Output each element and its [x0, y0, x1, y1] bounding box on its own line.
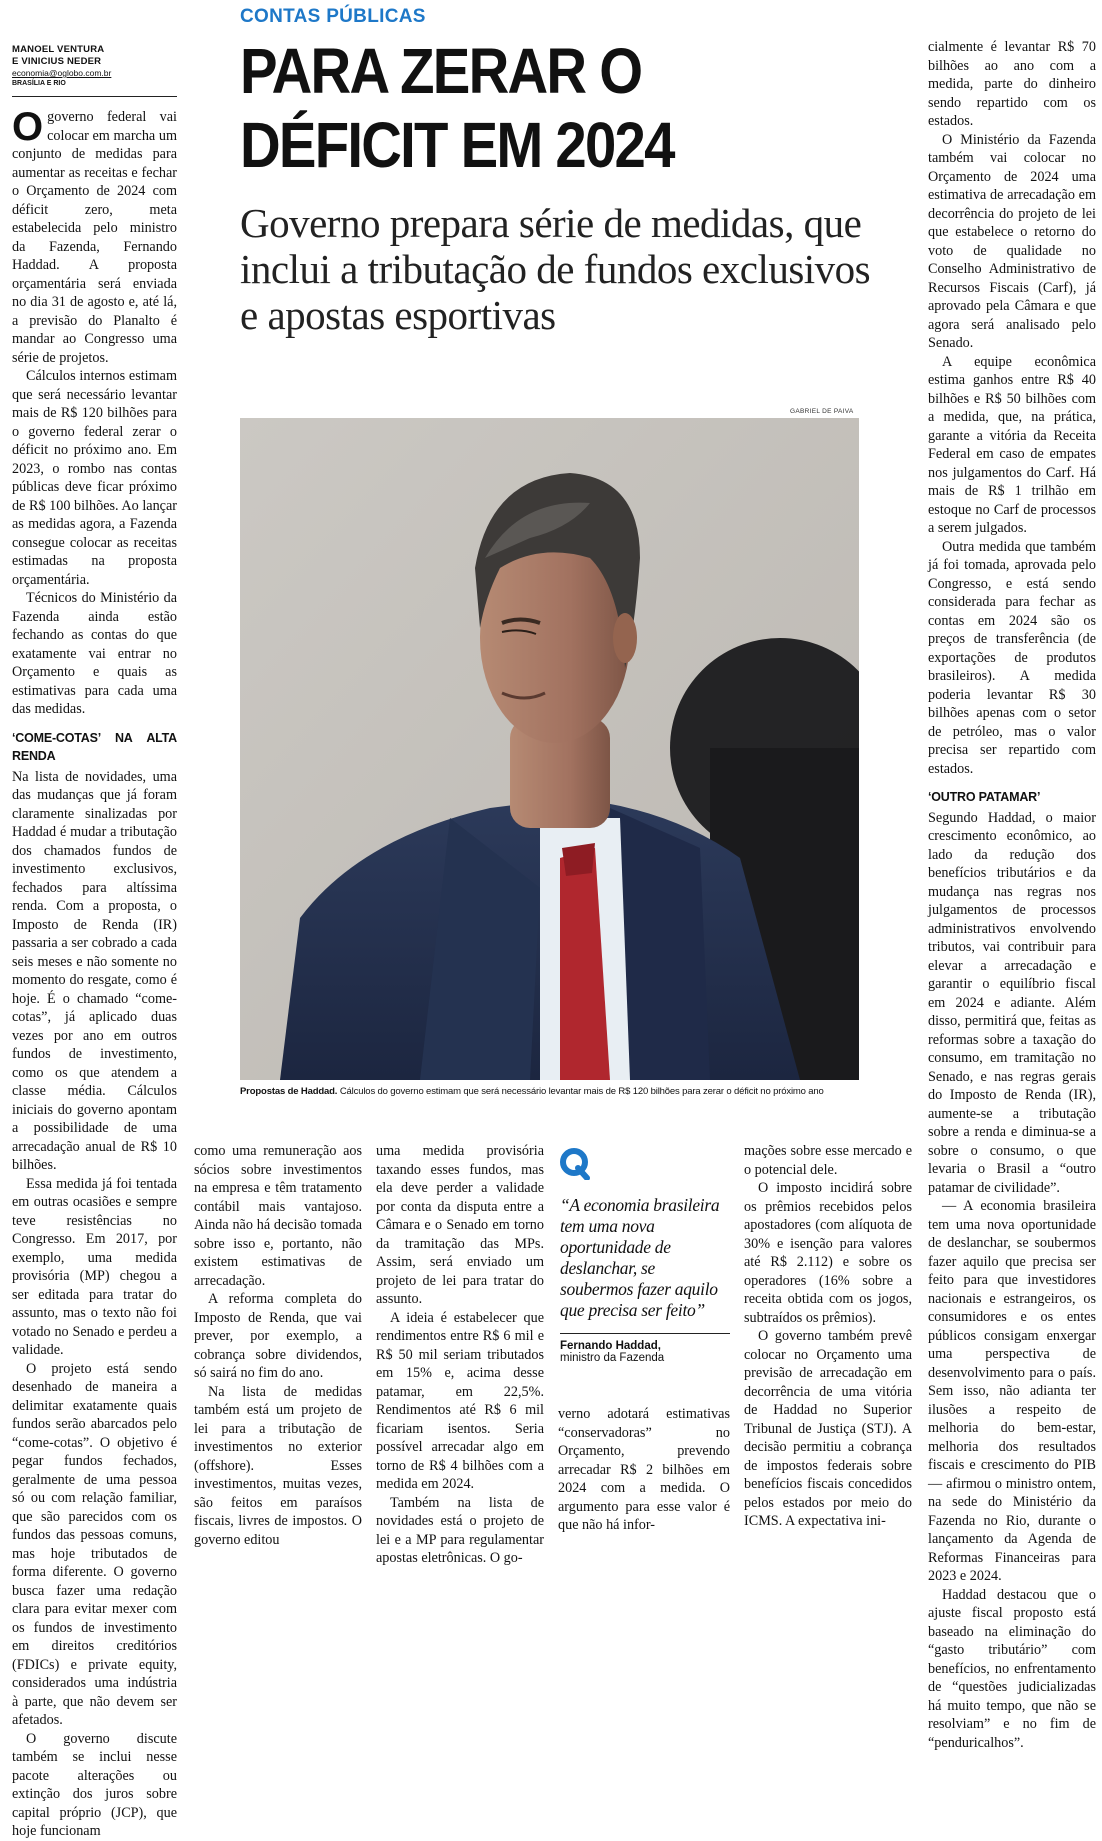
- article-column-1: [12, 105, 177, 1841]
- article-column-3: [376, 1142, 544, 1568]
- article-column-6: [928, 38, 1096, 1752]
- paragraph: como uma remuneração aos sócios sobre investimentos na empresa e têm tratamento contábil mais vantajoso. Ainda não há decisão tomada sobre isso e, portanto, não existem estimativas de arrecadação.: [194, 1143, 362, 1289]
- quote-text: “A economia brasileira tem uma nova oportunidade de deslanchar, se soubermos fazer aquilo que precisa ser feito”: [560, 1195, 720, 1320]
- paragraph: — A economia brasileira tem uma nova oportunidade de deslanchar, se soubermos fazer aquilo que precisa ser feito para que investidores nacionais e estrangeiros, os consumidores e os entes públicos consigam enxergar uma perspectiva de desenvolvimento para o país. Sem isso, não adianta ter ilusões a respeito de melhoria do bem-estar, melhoria dos resultados fiscais e crescimento do PIB — afirmou o ministro ontem, na sede do Ministério da Fazenda no Rio, durante o lançamento da Agenda de Reformas Financeiras para 2023 e 2024.: [928, 1198, 1096, 1584]
- section-kicker: CONTAS PÚBLICAS: [240, 6, 426, 27]
- main-photo: [240, 418, 859, 1080]
- byline-author-1: MANOEL VENTURA: [12, 44, 105, 55]
- paragraph: Essa medida já foi tentada em outras ocasiões e sempre teve resistências no Congresso. Em 2017, por exemplo, uma medida provisória (MP) chegou a ser editada para tratar do assunto, mas o texto não foi votado no Senado e perdeu a validade.: [12, 1175, 177, 1358]
- quote-icon: [560, 1148, 590, 1180]
- byline-block: [12, 44, 182, 89]
- portrait-illustration: [240, 418, 859, 1080]
- paragraph: Também na lista de novidades está o projeto de lei e a MP para regulamentar apostas eletrônicas. O go-: [376, 1494, 544, 1566]
- deck-subheadline: Governo prepara série de medidas, que inclui a tributação de fundos exclusivos e apostas esportivas: [240, 200, 871, 338]
- article-column-4: [558, 1405, 730, 1535]
- paragraph: Outra medida que também já foi tomada, aprovada pelo Congresso, e está sendo considerada para fechar as contas em 2024 são os preços de transferência (de exportações de produtos brasileiros). A medida poderia levantar R$ 30 bilhões apenas com o setor de petróleo, mas o valor precisa ser repartido com estados.: [928, 538, 1096, 777]
- quote-author-role: ministro da Fazenda: [560, 1352, 665, 1364]
- byline-divider: [12, 96, 177, 97]
- quote-divider: [560, 1333, 730, 1334]
- subheading-outro-patamar: ‘OUTRO PATAMAR’: [928, 790, 1041, 804]
- paragraph: O governo também prevê colocar no Orçamento uma previsão de arrecadação em decorrência de uma vitória de Haddad no Superior Tribunal de Justiça (STJ). A decisão permitiu a cobrança de impostos federais sobre benefícios fiscais concedidos pelos estados por meio do ICMS. A expectativa ini-: [744, 1328, 912, 1529]
- headline-line-2: DÉFICIT EM 2024: [240, 109, 674, 181]
- paragraph: Cálculos internos estimam que será necessário levantar mais de R$ 120 bilhões para o governo federal zerar o déficit no próximo ano. Em 2023, o rombo nas contas públicas deve ficar próximo de R$ 100 bilhões. Ao lançar as medidas agora, a Fazenda consegue colocar as receitas estimadas na proposta orçamentária.: [12, 368, 177, 588]
- paragraph: cialmente é levantar R$ 70 bilhões ao ano com a medida, parte do dinheiro sendo repartido com os estados.: [928, 39, 1096, 129]
- paragraph: uma medida provisória taxando esses fundos, mas ela deve perder a validade por conta da disputa entre a Câmara e o Senado em torno da tramitação das MPs. Assim, será enviado um projeto de lei para tratar do assunto.: [376, 1143, 544, 1307]
- pull-quote: [560, 1148, 730, 1364]
- paragraph: O projeto está sendo desenhado de maneira a delimitar exatamente quais fundos serão abarcados pelo “come-cotas”. O objetivo é pegar fundos fechados, geralmente de uma pessoa só ou com relação familiar, que são parecidos com os fundos das pessoas comuns, mas hoje tributados de forma diferente. O governo busca fazer uma redação clara para evitar mexer com os fundos de investimento em direitos creditórios (FDICs) e private equity, considerados uma indústria à parte, que não devem ser afetados.: [12, 1360, 177, 1728]
- article-column-5: [744, 1142, 912, 1531]
- lead-text: governo federal vai colocar em marcha um conjunto de medidas para aumentar as receitas e fechar o Orçamento de 2024 com déficit zero, meta estabelecida pelo ministro da Fazenda, Fernando Haddad. A proposta orçamentária será enviada no dia 31 de agosto e, até lá, a previsão do Planalto é mandar ao Congresso uma série de projetos.: [12, 109, 177, 366]
- article-column-2: [194, 1142, 362, 1549]
- paragraph: Técnicos do Ministério da Fazenda ainda estão fechando as contas do que exatamente vai entrar no Orçamento e quais as estimativas para cada uma das medidas.: [12, 590, 177, 717]
- paragraph: A reforma completa do Imposto de Renda, que vai prever, por exemplo, a cobrança sobre dividendos, só sairá no fim do ano.: [194, 1291, 362, 1381]
- lead-paragraph: [12, 105, 177, 367]
- drop-cap: O: [12, 105, 44, 149]
- paragraph: A equipe econômica estima ganhos entre R$ 40 bilhões e R$ 50 bilhões com a medida, que, na prática, garante a vitória da Receita Federal em caso de empates nos julgamentos do Carf. Há mais de R$ 1 trilhão em estoque no Carf de processos a serem julgados.: [928, 353, 1096, 536]
- byline-place: BRASÍLIA E RIO: [12, 80, 66, 87]
- paragraph: mações sobre esse mercado e o potencial dele.: [744, 1143, 912, 1178]
- paragraph: Haddad destacou que o ajuste fiscal proposto está baseado na eliminação do “gasto tributário” com benefícios, no enfrentamento de “questões judicializadas há muito tempo, que não se resolviam” e no fim de “penduricalhos”.: [928, 1586, 1096, 1751]
- subheading-come-cotas: ‘COME-COTAS’ NA ALTA RENDA: [12, 730, 177, 763]
- byline-author-2: E VINICIUS NEDER: [12, 56, 102, 67]
- headline-line-1: PARA ZERAR O: [240, 35, 642, 107]
- photo-credit: GABRIEL DE PAIVA: [790, 408, 854, 415]
- paragraph: verno adotará estimativas “conservadoras” no Orçamento, prevendo arrecadar R$ 2 bilhões em 2024 com a medida. O argumento para esse valor é que não há infor-: [558, 1406, 730, 1533]
- paragraph: Segundo Haddad, o maior crescimento econômico, ao lado da redução dos benefícios tributários e da mudança nas regras nos julgamentos de processos administrativos envolvendo tributos, vai contribuir para elevar a arrecadação e garantir o equilíbrio fiscal em 2024 e adiante. Além disso, permitirá que, feitas as reformas sobre a taxação do consumo, em tramitação no Senado, e nas regras gerais do Imposto de Renda (IR), aumente-se a tributação sobre a renda e diminua-se a sobre o consumo, o que levaria o Brasil a “outro patamar de civilidade”.: [928, 809, 1096, 1196]
- paragraph: O governo discute também se inclui nesse pacote alterações ou extinção dos juros sobre capital próprio (JCP), que hoje funcionam: [12, 1730, 177, 1839]
- paragraph: O Ministério da Fazenda também vai colocar no Orçamento de 2024 uma estimativa de arrecadação em decorrência do projeto de lei que estabelece o retorno do voto de qualidade no Conselho Administrativo de Recursos Fiscais (Carf), já aprovado pela Câmara e que agora será analisado pelo Senado.: [928, 131, 1096, 351]
- paragraph: A ideia é estabelecer que rendimentos entre R$ 6 mil e R$ 50 mil seriam tributados em 15% e, acima desse patamar, em 22,5%. Rendimentos até R$ 6 mil ficariam isentos. Seria possível arrecadar algo em torno de R$ 4 bilhões com a medida em 2024.: [376, 1309, 544, 1492]
- caption-text: Cálculos do governo estimam que será necessário levantar mais de R$ 120 bilhões para zerar o déficit no próximo ano: [339, 1086, 824, 1097]
- paragraph: Na lista de medidas também está um projeto de lei para a tributação de investimentos no exterior (offshore). Esses investimentos, muitas vezes, são feitos em paraísos fiscais, livres de impostos. O governo editou: [194, 1383, 362, 1548]
- paragraph: O imposto incidirá sobre os prêmios recebidos pelos apostadores (com alíquota de 30% e isenção para valores até R$ 2.112) e sobre os operadores (16% sobre a receita obtida com os jogos, subtraídos os prêmios).: [744, 1180, 912, 1326]
- byline-email-link[interactable]: economia@oglobo.com.br: [12, 68, 112, 78]
- quote-author: Fernando Haddad,: [560, 1340, 661, 1352]
- paragraph: Na lista de novidades, uma das mudanças que já foram claramente sinalizadas por Haddad é mudar a tributação dos chamados fundos de investimento exclusivos, fechados para altíssima renda. Com a proposta, o Imposto de Renda (IR) passaria a ser cobrado a cada seis meses e não somente no momento do resgate, como é hoje. É o chamado “come-cotas”, já aplicado duas vezes por ano em outros fundos de investimento, como os que atendem a classe média. Cálculos iniciais do governo apontam a possibilidade de uma arrecadação anual de R$ 10 bilhões.: [12, 768, 177, 1173]
- caption-lead: Propostas de Haddad.: [240, 1086, 338, 1097]
- photo-caption: [240, 1085, 880, 1098]
